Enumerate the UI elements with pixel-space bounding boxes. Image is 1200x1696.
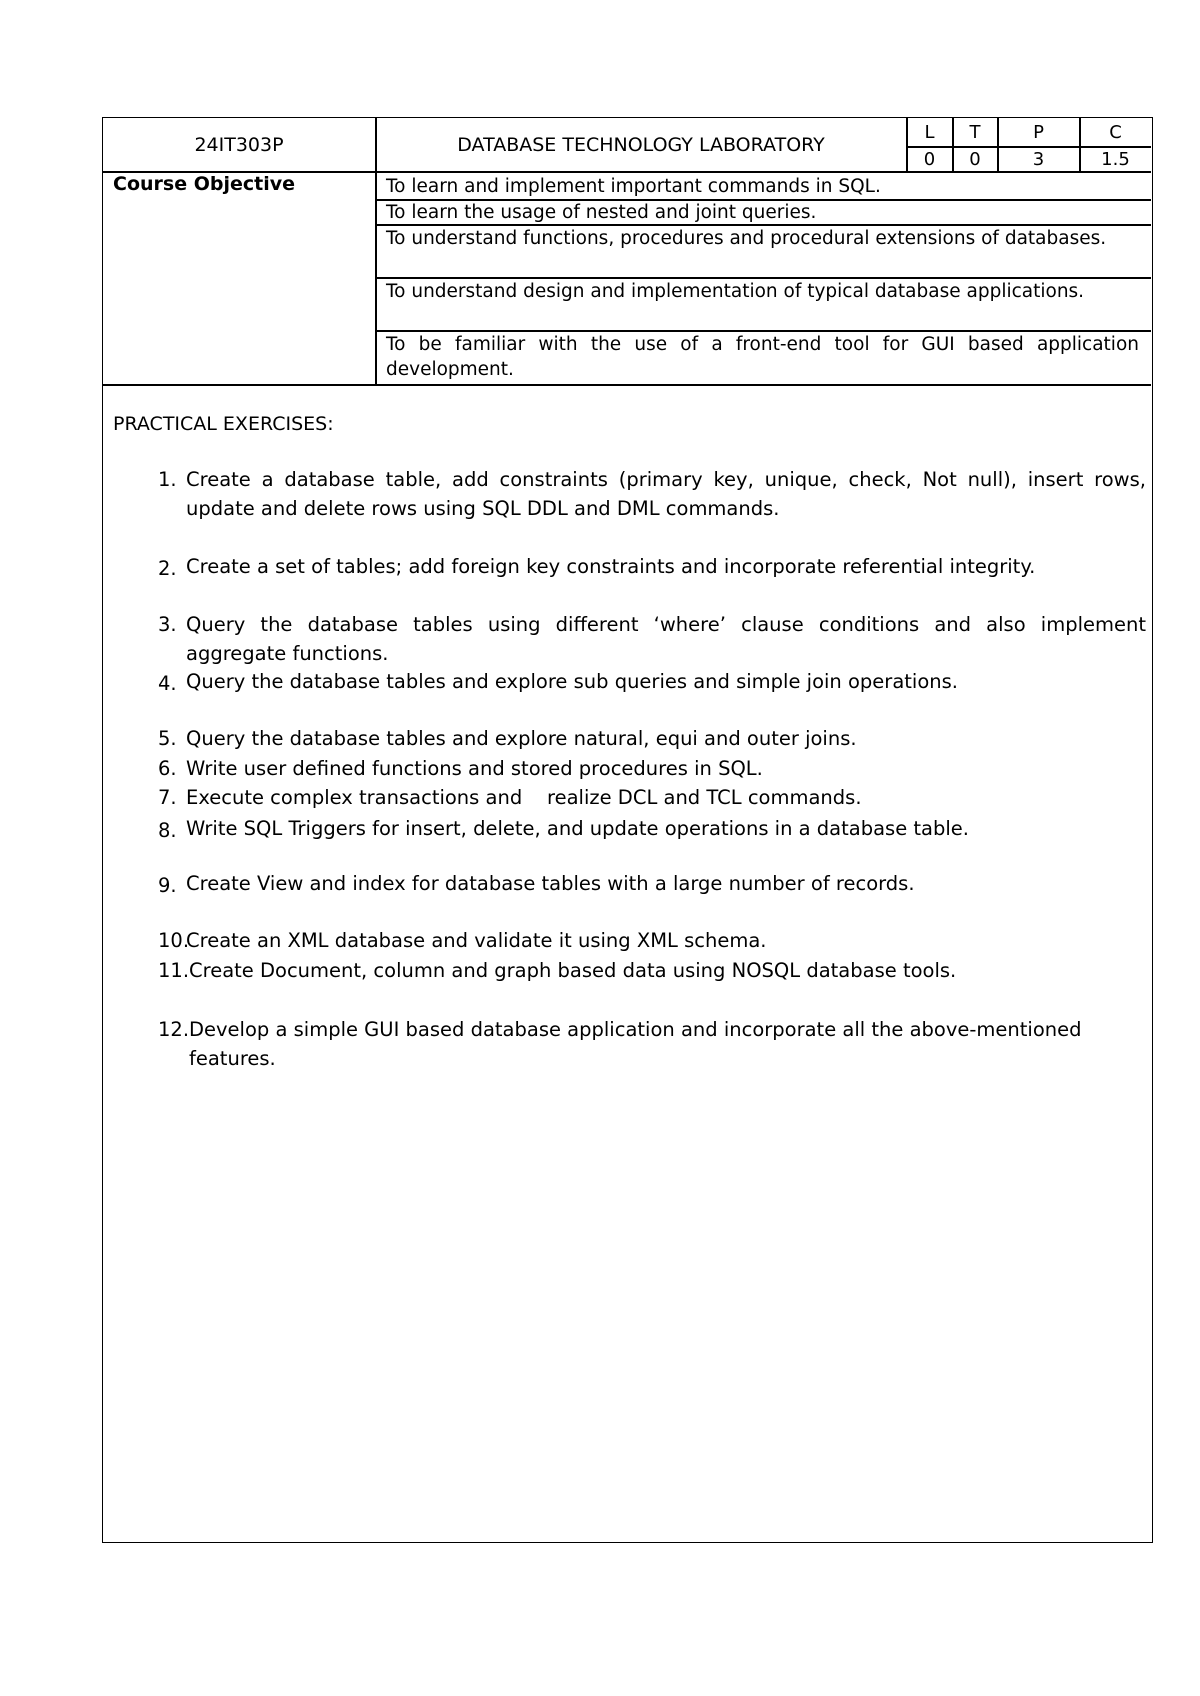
exercise-number: 7. [158, 786, 177, 809]
exercise-text: Write user defined functions and stored procedures in SQL. [186, 757, 763, 780]
objective-item-3: To understand functions, procedures and procedural extensions of databases. [386, 228, 1107, 249]
objective-label: Course Objective [113, 173, 295, 195]
credit-header-l: L [924, 121, 935, 143]
credit-value-c: 1.5 [1101, 148, 1130, 170]
exercise-text: Create View and index for database tables with a large number of records. [186, 872, 915, 895]
exercise-text: Write SQL Triggers for insert, delete, and update operations in a database table. [186, 817, 969, 840]
objectives-bottom-rule [103, 384, 1151, 386]
syllabus-frame [102, 117, 1153, 1543]
exercise-text: Query the database tables and explore natural, equi and outer joins. [186, 727, 857, 750]
exercise-number: 2. [158, 557, 177, 580]
credit-header-p: P [1033, 121, 1044, 143]
exercises-title: PRACTICAL EXERCISES: [113, 413, 334, 435]
exercise-number: 4. [158, 672, 177, 695]
credit-header-t: T [969, 121, 981, 143]
exercise-text: Query the database tables using different ‘where’ clause conditions and also implement aggregate functions. [186, 613, 1146, 665]
exercise-number: 5. [158, 727, 177, 750]
exercise-number: 12. [158, 1018, 190, 1041]
credit-value-t: 0 [969, 148, 981, 170]
objective-item-1: To learn and implement important commands in SQL. [386, 176, 881, 197]
objective-item-5: To be familiar with the use of a front-end tool for GUI based application development. [386, 334, 1139, 380]
exercise-text: Create an XML database and validate it using XML schema. [186, 929, 767, 952]
exercise-number: 6. [158, 757, 177, 780]
course-code: 24IT303P [194, 133, 284, 156]
exercise-number: 8. [158, 819, 177, 842]
exercise-text: Execute complex transactions and realize DCL and TCL commands. [186, 786, 862, 809]
credit-value-l: 0 [923, 148, 936, 170]
exercise-text: Query the database tables and explore sub queries and simple join operations. [186, 670, 958, 693]
exercise-number: 1. [158, 468, 177, 491]
exercise-number: 10. [158, 929, 190, 952]
exercise-text: Develop a simple GUI based database application and incorporate all the above-mentioned features. [189, 1018, 1082, 1070]
exercise-text: Create a set of tables; add foreign key constraints and incorporate referential integrity. [186, 555, 1036, 578]
credit-header-c: C [1109, 121, 1122, 143]
objective-item-2: To learn the usage of nested and joint queries. [386, 202, 817, 223]
exercise-text: Create Document, column and graph based data using NOSQL database tools. [189, 959, 957, 982]
objective-item-4: To understand design and implementation of typical database applications. [386, 281, 1085, 302]
exercise-number: 9. [158, 874, 177, 897]
exercise-number: 11. [158, 959, 190, 982]
course-title: DATABASE TECHNOLOGY LABORATORY [457, 133, 825, 156]
exercise-number: 3. [158, 613, 177, 636]
credit-value-p: 3 [1032, 148, 1045, 170]
exercise-text: Create a database table, add constraints (primary key, unique, check, Not null), insert rows, update and delete rows using SQL DDL and DML commands. [186, 468, 1146, 520]
